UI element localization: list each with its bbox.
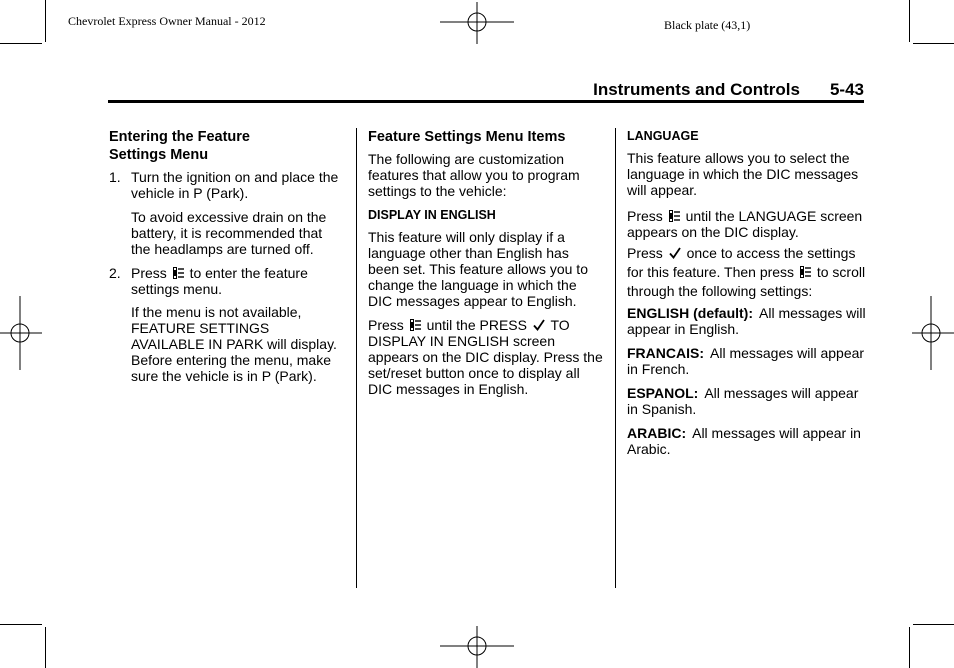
option-desc: All messages will appear in Arabic. (627, 425, 861, 457)
registration-crosshair-icon (440, 2, 514, 44)
crop-mark (45, 627, 46, 668)
column-1 (109, 128, 344, 392)
step-text: Press (131, 265, 167, 281)
body-paragraph: This feature will only display if a language other than English has been set. This feature allows you to change the language in which the DIC messages appear to English. (368, 229, 588, 309)
text-run: to scroll through the following settings: (627, 264, 866, 299)
section-heading (109, 128, 344, 164)
checkmark-icon (533, 319, 545, 331)
registration-crosshair-icon (0, 296, 42, 370)
heading-line: Entering the Feature (109, 129, 250, 145)
menu-settings-icon (173, 267, 184, 279)
step-note: To avoid excessive drain on the battery, it is recommended that the headlamps are turned off. (131, 209, 327, 257)
crop-mark (0, 624, 42, 625)
step-text: to enter the feature settings menu. (131, 265, 308, 297)
option-term: ENGLISH (default): (627, 305, 753, 321)
subheading: DISPLAY IN ENGLISH (368, 208, 496, 222)
option-item (627, 425, 867, 457)
intro-paragraph: The following are customization features that allow you to program settings to the vehicle: (368, 151, 580, 199)
text-run: Press (627, 245, 663, 261)
crop-mark (909, 627, 910, 668)
heading-line: Settings Menu (109, 147, 209, 163)
option-desc: All messages will appear in French. (627, 345, 865, 377)
body-paragraph (627, 208, 867, 240)
step-note: If the menu is not available, FEATURE SETTINGS AVAILABLE IN PARK will display. Before entering the menu, make sure the vehicle is in P (Park). (131, 304, 337, 384)
column-divider (356, 128, 357, 588)
body-paragraph (627, 244, 867, 301)
menu-settings-icon (800, 266, 811, 278)
step-text: Turn the ignition on and place the vehicle in P (Park). (131, 169, 339, 201)
step-1 (109, 169, 344, 201)
section-title: Instruments and Controls (593, 80, 800, 99)
option-desc: All messages will appear in Spanish. (627, 385, 859, 417)
subheading: LANGUAGE (627, 129, 699, 143)
option-item (627, 305, 867, 337)
intro-paragraph: This feature allows you to select the language in which the DIC messages will appear. (627, 150, 859, 198)
text-run: TO DISPLAY IN ENGLISH screen appears on the DIC display. Press the set/reset button once to display all DIC messages in English. (368, 317, 603, 397)
section-heading: Feature Settings Menu Items (368, 129, 566, 145)
crop-mark (45, 0, 46, 42)
text-run: until the LANGUAGE screen appears on the DIC display. (627, 208, 863, 240)
menu-settings-icon (669, 210, 680, 222)
crop-mark (913, 43, 954, 44)
step-2 (109, 265, 344, 297)
plate-label: Black plate (43,1) (664, 18, 751, 32)
step-number: 2. (109, 265, 121, 281)
text-run: until the PRESS (426, 317, 527, 333)
option-term: ARABIC: (627, 425, 687, 441)
option-term: FRANCAIS: (627, 345, 704, 361)
column-2 (368, 128, 603, 405)
body-paragraph (368, 317, 603, 397)
menu-settings-icon (410, 319, 421, 331)
option-item (627, 385, 867, 417)
option-term: ESPANOL: (627, 385, 699, 401)
column-3 (627, 128, 867, 465)
registration-crosshair-icon (912, 296, 954, 370)
running-header (108, 80, 864, 102)
column-divider (615, 128, 616, 588)
option-item (627, 345, 867, 377)
page-number: 5-43 (829, 80, 864, 99)
crop-mark (913, 624, 954, 625)
text-run: Press (627, 208, 663, 224)
registration-crosshair-icon (440, 626, 514, 668)
manual-title: Chevrolet Express Owner Manual - 2012 (68, 14, 266, 28)
checkmark-icon (669, 247, 681, 259)
text-run: once to access the settings for this feature. Then press (627, 245, 856, 280)
crop-mark (0, 43, 42, 44)
crop-mark (909, 0, 910, 42)
header-rule (108, 100, 864, 103)
step-number: 1. (109, 169, 121, 185)
text-run: Press (368, 317, 404, 333)
option-desc: All messages will appear in English. (627, 305, 866, 337)
